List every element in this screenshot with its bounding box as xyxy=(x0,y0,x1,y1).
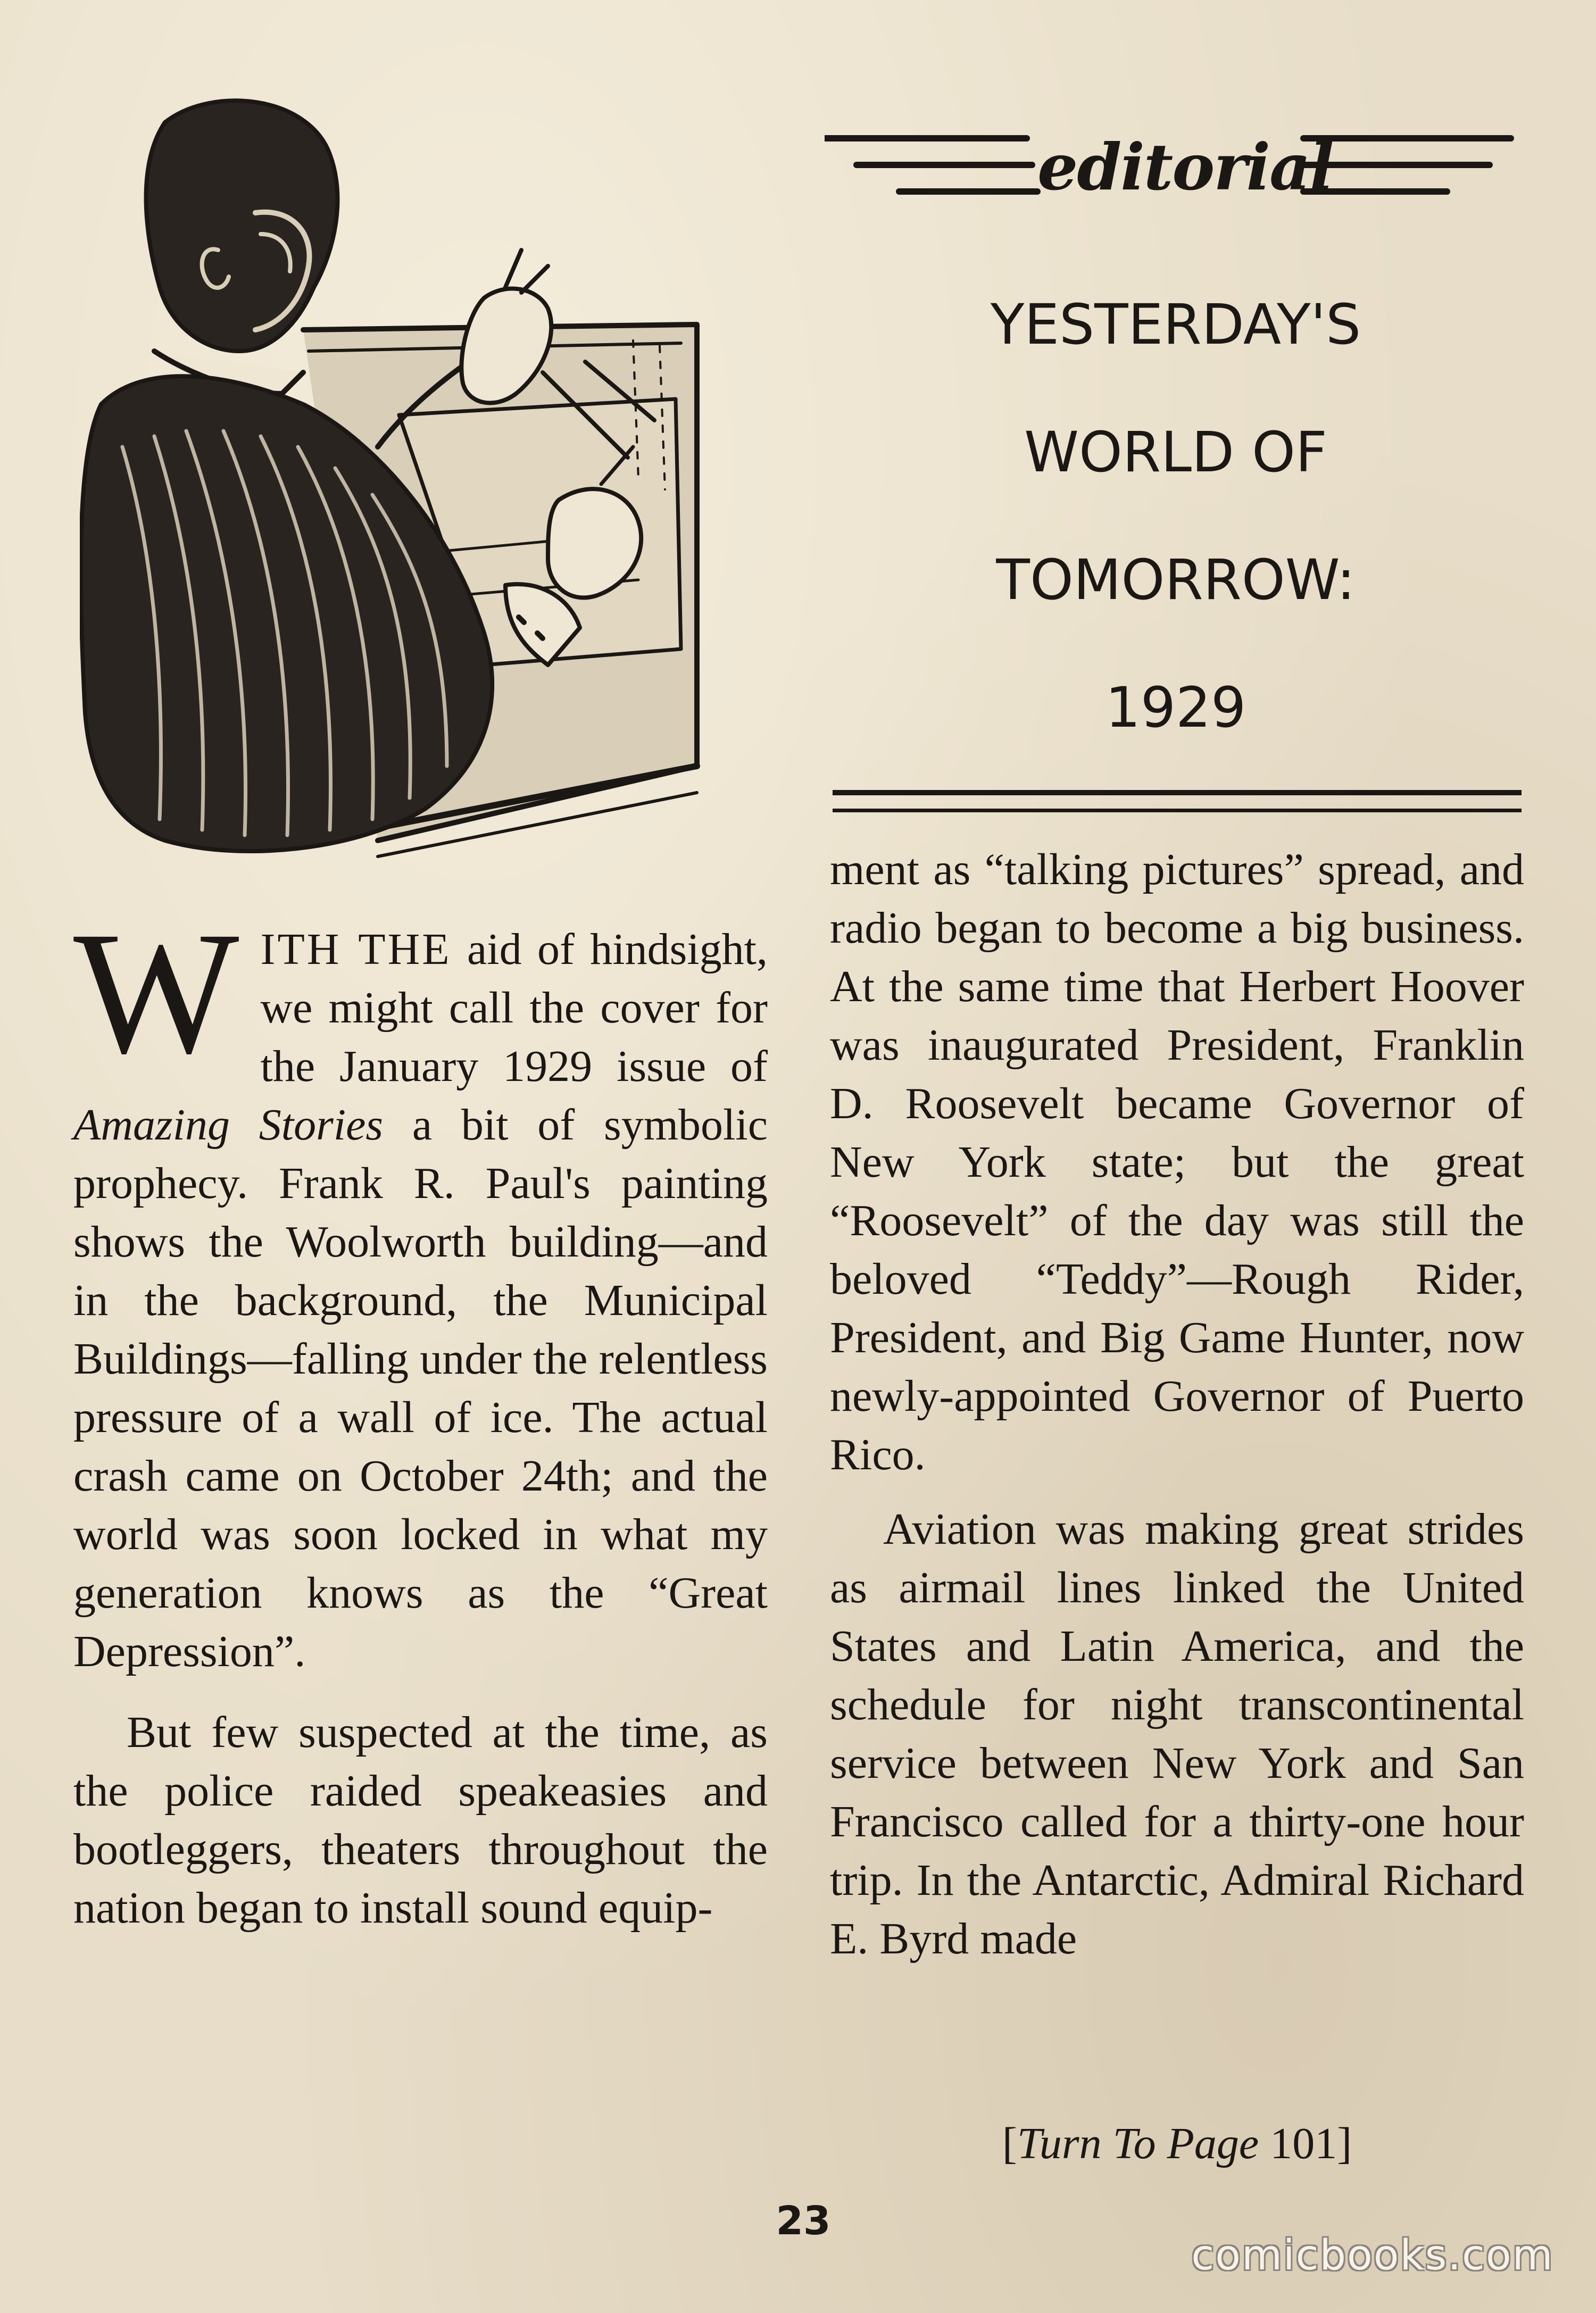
editorial-header xyxy=(825,122,1516,213)
right-paragraph-1: ment as “talking pictures” spread, and radio began to become a big business. At the same time that Herbert Hoover was inaugurated President, Franklin D. Roosevelt became Governor of New York state; but the great “Roosevelt” of the day was still the beloved “Teddy”—Rough Rider, President, and Big Game Hunter, now newly-appointed Governor of Puerto Rico. xyxy=(830,845,1524,1479)
headline-line-3: TOMORROW: xyxy=(996,547,1356,612)
left-column xyxy=(73,896,768,1937)
headline-line-1: YESTERDAY'S xyxy=(990,292,1361,357)
headline-rule-bottom xyxy=(833,809,1522,812)
drop-cap: W xyxy=(73,896,239,1090)
headline-line-4: 1929 xyxy=(1105,675,1246,740)
left-paragraph-2: But few suspected at the time, as the police raided speakeasies and bootleggers, theaters throughout the nation began to install sound equip- xyxy=(73,1708,768,1933)
continued-close-bracket: ] xyxy=(1337,2119,1352,2168)
left-paragraph-1 xyxy=(73,896,768,1681)
headline-rule-top xyxy=(833,790,1522,795)
editorial-label: editorial xyxy=(1037,130,1333,205)
continued-page-number: 101 xyxy=(1259,2119,1337,2168)
headline xyxy=(830,261,1522,771)
headline-line-2: WORLD OF xyxy=(1024,420,1327,485)
right-column xyxy=(830,841,1524,1968)
magazine-title: Amazing Stories xyxy=(73,1100,384,1150)
page-number: 23 xyxy=(776,2198,831,2244)
watermark: comicbooks.com xyxy=(1191,2232,1554,2279)
continued-on-page xyxy=(830,2115,1524,2173)
continued-open-bracket: [ xyxy=(1002,2119,1017,2168)
continued-label: Turn To Page xyxy=(1017,2119,1259,2168)
lead-words: ITH THE xyxy=(260,925,452,974)
illustration-man-at-drafting-table xyxy=(80,74,702,894)
right-paragraph-2: Aviation was making great strides as airmail lines linked the United States and Latin America, and the schedule for night transcontinental service between New York and San Francisco called for a thirty-one hour trip. In the Antarctic, Admiral Richard E. Byrd made xyxy=(830,1504,1524,1963)
left-paragraph-1-text-a: aid of hindsight, we might call the cover for the January 1929 issue of xyxy=(260,925,768,1091)
left-paragraph-1-text-b: a bit of symbolic prophecy. Frank R. Paul's painting shows the Woolworth building—and in the background, the Municipal Buildings—falling under the relentless pressure of a wall of ice. The actual crash came on October 24th; and the world was soon locked in what my generation knows as the “Great Depression”. xyxy=(73,1100,768,1676)
